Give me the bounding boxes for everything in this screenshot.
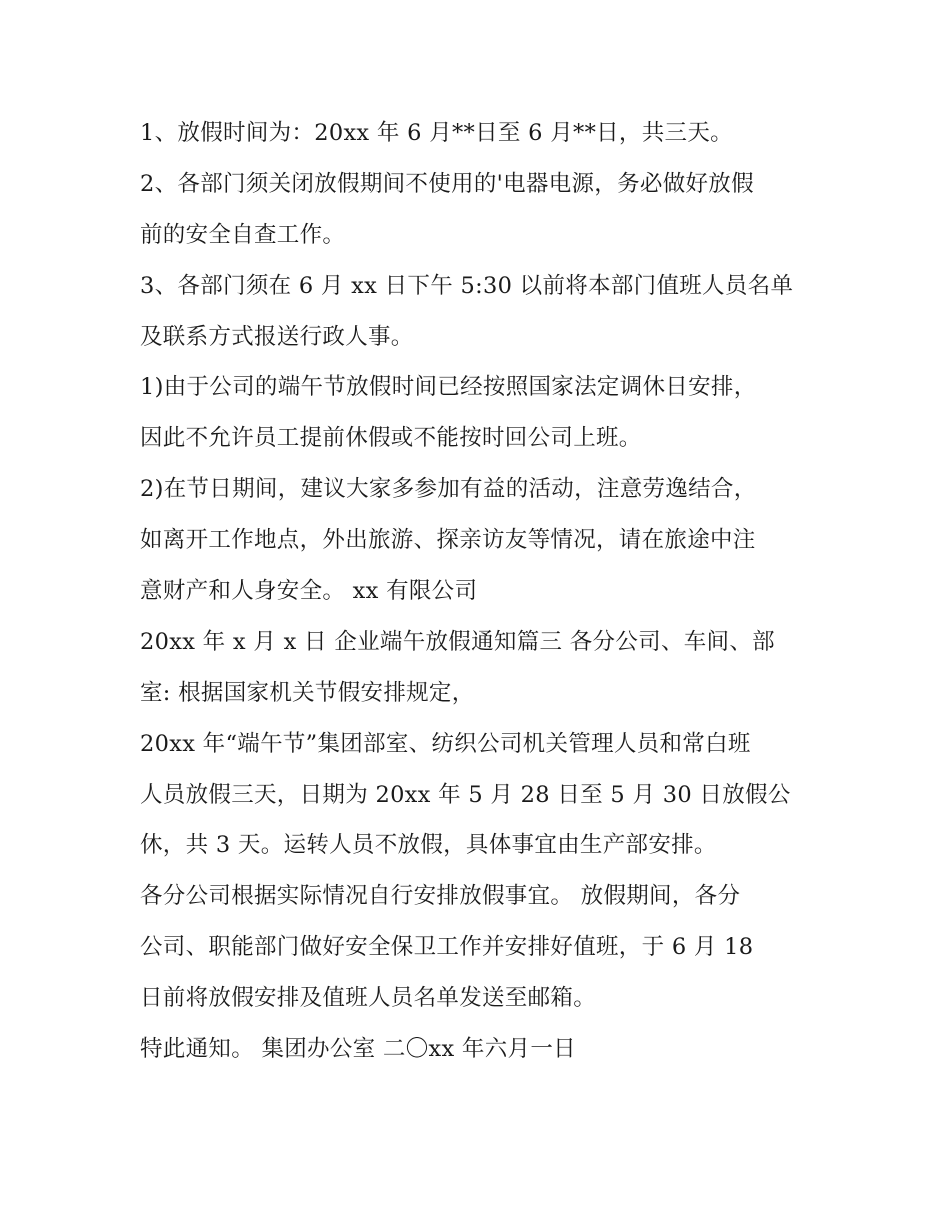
text-line: 20xx 年 x 月 x 日 企业端午放假通知篇三 各分公司、车间、部 (140, 628, 775, 655)
text-line: 意财产和人身安全。 xx 有限公司 (140, 578, 478, 605)
text-line: 2)在节日期间，建议大家多参加有益的活动，注意劳逸结合， (140, 476, 757, 503)
document-body (140, 108, 830, 1075)
text-line: 3、各部门须在 6 月 xx 日下午 5:30 以前将本部门值班人员名单 (140, 272, 794, 299)
text-line: 公司、职能部门做好安全保卫工作并安排好值班，于 6 月 18 (140, 934, 754, 961)
text-line: 因此不允许员工提前休假或不能按时回公司上班。 (140, 425, 642, 452)
text-line: 1、放假时间为：20xx 年 6 月**日至 6 月**日，共三天。 (140, 120, 733, 146)
text-line: 1)由于公司的端午节放假时间已经按照国家法定调休日安排， (140, 374, 757, 401)
text-line: 前的安全自查工作。 (140, 221, 346, 248)
text-line: 日前将放假安排及值班人员名单发送至邮箱。 (140, 985, 597, 1012)
text-line: 20xx 年“端午节”集团部室、纺织公司机关管理人员和常白班 (140, 730, 751, 757)
text-line: 休，共 3 天。运转人员不放假，具体事宜由生产部安排。 (140, 832, 717, 859)
text-line: 特此通知。 集团办公室 二〇xx 年六月一日 (140, 1036, 576, 1063)
text-line: 室: 根据国家机关节假安排规定， (140, 679, 475, 706)
text-line: 如离开工作地点，外出旅游、探亲访友等情况，请在旅途中注 (140, 527, 756, 554)
text-line: 及联系方式报送行政人事。 (140, 323, 414, 350)
text-line: 2、各部门须关闭放假期间不使用的'电器电源，务必做好放假 (140, 170, 754, 197)
text-line: 各分公司根据实际情况自行安排放假事宜。 放假期间，各分 (140, 883, 741, 910)
text-line: 人员放假三天，日期为 20xx 年 5 月 28 日至 5 月 30 日放假公 (140, 781, 791, 808)
